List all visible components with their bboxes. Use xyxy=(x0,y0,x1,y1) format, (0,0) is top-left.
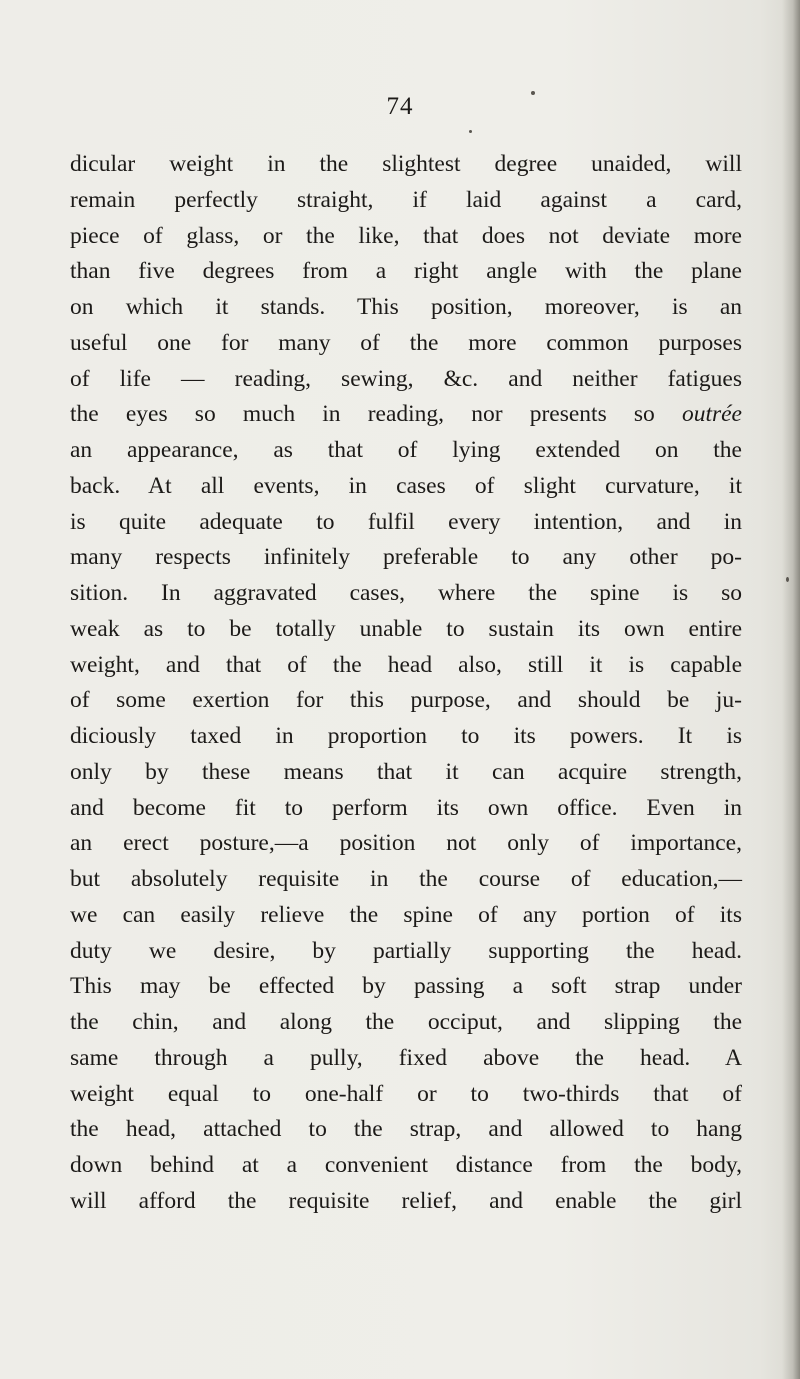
text-line: sition. In aggravated cases, where the spine is so xyxy=(70,580,742,606)
text-line: only by these means that it can acquire strength, xyxy=(70,758,742,785)
text-line: of some exertion for this purpose, and should be ju- xyxy=(70,687,742,714)
text-line: but absolutely requisite in the course of education,— xyxy=(70,866,742,892)
text-line: dicular weight in the slightest degree unaided, will xyxy=(70,151,742,177)
text-line: than five degrees from a right angle with the plane xyxy=(70,258,742,285)
body-text xyxy=(70,147,742,1220)
text-line: we can easily relieve the spine of any portion of its xyxy=(70,901,742,928)
ink-speck xyxy=(786,577,789,582)
text-line: remain perfectly straight, if laid against a card, xyxy=(70,186,742,213)
page-edge-shadow xyxy=(782,0,800,1379)
text-line: weak as to be totally unable to sustain its own entire xyxy=(70,615,742,642)
text-line: will afford the requisite relief, and enable the girl xyxy=(70,1187,742,1214)
text-line: on which it stands. This position, moreover, is an xyxy=(70,294,742,320)
text-line: diciously taxed in proportion to its powers. It is xyxy=(70,723,742,749)
text-line-start: the eyes so much in reading, nor presents so xyxy=(70,401,682,428)
text-line: the chin, and along the occiput, and slipping the xyxy=(70,1009,742,1035)
text-line: piece of glass, or the like, that does not deviate more xyxy=(70,222,742,249)
text-line: duty we desire, by partially supporting the head. xyxy=(70,937,742,964)
text-line: and become fit to perform its own office. Even in xyxy=(70,794,742,821)
text-line: back. At all events, in cases of slight curvature, it xyxy=(70,472,742,499)
text-line: useful one for many of the more common purposes xyxy=(70,329,742,356)
ink-speck xyxy=(469,130,472,133)
text-line: This may be effected by passing a soft strap under xyxy=(70,973,742,1000)
text-line: weight, and that of the head also, still it is capable xyxy=(70,651,742,678)
text-line: an appearance, as that of lying extended on the xyxy=(70,437,742,463)
text-line: is quite adequate to fulfil every intention, and in xyxy=(70,508,742,535)
text-line: the head, attached to the strap, and allowed to hang xyxy=(70,1116,742,1143)
text-line: many respects infinitely preferable to any other po- xyxy=(70,544,742,571)
text-line-with-italic xyxy=(70,397,742,433)
text-line: an erect posture,—a position not only of importance, xyxy=(70,830,742,857)
italic-word: outrée xyxy=(681,401,742,428)
text-line: weight equal to one-half or to two-thirds that of xyxy=(70,1080,742,1107)
text-line: same through a pully, fixed above the head. A xyxy=(70,1044,742,1071)
page-number: 74 xyxy=(386,93,414,120)
text-line: of life — reading, sewing, &c. and neither fatigues xyxy=(70,365,742,392)
text-line: down behind at a convenient distance from the body, xyxy=(70,1152,742,1178)
